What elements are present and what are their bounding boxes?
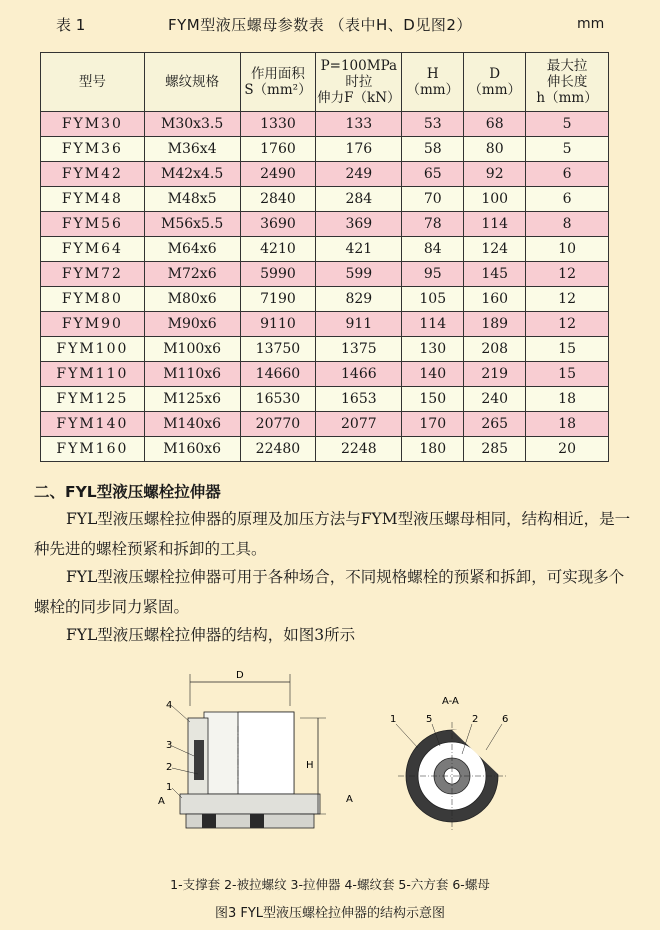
dim-h-label: H: [306, 760, 314, 771]
table-header-row: [41, 53, 609, 112]
structure-diagram: [150, 666, 530, 866]
header-h: H （mm）: [402, 53, 464, 112]
table-cell: M80x6: [144, 287, 240, 312]
paragraph-2: FYL型液压螺栓拉伸器可用于各种场合，不同规格螺栓的预紧和拆卸，可实现多个螺栓的同步同力紧固。: [34, 568, 625, 616]
table-cell: FYM110: [41, 362, 145, 387]
table-cell: 124: [464, 237, 526, 262]
callout-6: 6: [502, 714, 509, 725]
table-cell: 68: [464, 112, 526, 137]
table-cell: 285: [464, 437, 526, 462]
table-number: 表 1: [56, 16, 86, 34]
table-cell: M42x4.5: [144, 162, 240, 187]
table-cell: 15: [526, 362, 609, 387]
table-row: [41, 212, 609, 237]
table-row: [41, 362, 609, 387]
table-cell: M30x3.5: [144, 112, 240, 137]
header-d: D （mm）: [464, 53, 526, 112]
table-cell: 18: [526, 412, 609, 437]
table-cell: 7190: [240, 287, 316, 312]
table-cell: M90x6: [144, 312, 240, 337]
table-cell: 829: [316, 287, 402, 312]
header-thread: 螺纹规格: [144, 53, 240, 112]
section-mark-left: A: [158, 796, 165, 807]
table-cell: 114: [464, 212, 526, 237]
table-cell: 18: [526, 387, 609, 412]
table-cell: FYM90: [41, 312, 145, 337]
table-cell: 170: [402, 412, 464, 437]
table-cell: 6: [526, 187, 609, 212]
callout-2-section: 2: [472, 714, 479, 725]
table-cell: 4210: [240, 237, 316, 262]
table-cell: 189: [464, 312, 526, 337]
table-row: [41, 387, 609, 412]
table-cell: 53: [402, 112, 464, 137]
table-cell: 284: [316, 187, 402, 212]
table-cell: 12: [526, 287, 609, 312]
table-cell: 20770: [240, 412, 316, 437]
paragraph-1: FYL型液压螺栓拉伸器的原理及加压方法与FYM型液压螺母相同，结构相近，是一种先进的螺栓预紧和拆卸的工具。: [34, 510, 631, 558]
header-stroke: 最大拉 伸长度 h（mm）: [526, 53, 609, 112]
table-cell: 114: [402, 312, 464, 337]
table-cell: 369: [316, 212, 402, 237]
table-row: [41, 237, 609, 262]
table-title: FYM型液压螺母参数表 （表中H、D见图2）: [168, 16, 472, 34]
table-cell: 3690: [240, 212, 316, 237]
table-row: [41, 262, 609, 287]
table-cell: 5: [526, 112, 609, 137]
table-cell: 9110: [240, 312, 316, 337]
table-cell: 1760: [240, 137, 316, 162]
table-cell: 140: [402, 362, 464, 387]
table-cell: 208: [464, 337, 526, 362]
table-cell: FYM80: [41, 287, 145, 312]
section-heading: 二、FYL型液压螺栓拉伸器: [34, 483, 221, 501]
table-cell: 70: [402, 187, 464, 212]
table-cell: 6: [526, 162, 609, 187]
paragraph-3: FYL型液压螺栓拉伸器的结构，如图3所示: [66, 626, 356, 644]
figure-legend: 1-支撑套 2-被拉螺纹 3-拉伸器 4-螺纹套 5-六方套 6-螺母: [170, 877, 490, 892]
dim-d-label: D: [236, 670, 244, 681]
table-row: [41, 312, 609, 337]
table-cell: 10: [526, 237, 609, 262]
table-cell: 12: [526, 262, 609, 287]
table-caption: [0, 10, 660, 36]
table-cell: 95: [402, 262, 464, 287]
table-cell: 150: [402, 387, 464, 412]
table-cell: M125x6: [144, 387, 240, 412]
table-cell: 2077: [316, 412, 402, 437]
table-cell: 100: [464, 187, 526, 212]
callout-3: 3: [166, 740, 173, 751]
table-cell: 421: [316, 237, 402, 262]
table-cell: 80: [464, 137, 526, 162]
table-cell: 12: [526, 312, 609, 337]
table-cell: 105: [402, 287, 464, 312]
callout-4: 4: [166, 700, 173, 711]
table-cell: M48x5: [144, 187, 240, 212]
table-cell: 92: [464, 162, 526, 187]
table-cell: 2248: [316, 437, 402, 462]
table-cell: 1330: [240, 112, 316, 137]
table-row: [41, 162, 609, 187]
table-cell: FYM36: [41, 137, 145, 162]
table-cell: 8: [526, 212, 609, 237]
table-cell: 15: [526, 337, 609, 362]
table-cell: 22480: [240, 437, 316, 462]
table-cell: M72x6: [144, 262, 240, 287]
table-cell: M36x4: [144, 137, 240, 162]
callout-1: 1: [166, 782, 173, 793]
table-cell: M160x6: [144, 437, 240, 462]
table-cell: 1375: [316, 337, 402, 362]
table-cell: 240: [464, 387, 526, 412]
table-cell: 58: [402, 137, 464, 162]
header-force: P=100MPa 时拉 伸力F（kN）: [316, 53, 402, 112]
table-row: [41, 287, 609, 312]
table-cell: FYM64: [41, 237, 145, 262]
table-cell: FYM30: [41, 112, 145, 137]
table-cell: 16530: [240, 387, 316, 412]
table-cell: FYM56: [41, 212, 145, 237]
table-cell: 160: [464, 287, 526, 312]
table-cell: M56x5.5: [144, 212, 240, 237]
table-cell: 14660: [240, 362, 316, 387]
table-row: [41, 112, 609, 137]
table-cell: 13750: [240, 337, 316, 362]
table-cell: 911: [316, 312, 402, 337]
table-cell: 65: [402, 162, 464, 187]
table-cell: M140x6: [144, 412, 240, 437]
table-row: [41, 137, 609, 162]
figure-caption: 图3 FYL型液压螺栓拉伸器的结构示意图: [214, 906, 446, 921]
table-cell: FYM42: [41, 162, 145, 187]
table-row: [41, 412, 609, 437]
table-cell: 20: [526, 437, 609, 462]
table-cell: M110x6: [144, 362, 240, 387]
table-cell: FYM72: [41, 262, 145, 287]
table-cell: FYM48: [41, 187, 145, 212]
table-cell: 2840: [240, 187, 316, 212]
table-cell: 1653: [316, 387, 402, 412]
table-cell: FYM140: [41, 412, 145, 437]
callout-2: 2: [166, 762, 173, 773]
table-cell: 5: [526, 137, 609, 162]
table-row: [41, 437, 609, 462]
table-cell: 78: [402, 212, 464, 237]
table-cell: FYM160: [41, 437, 145, 462]
header-model: 型号: [41, 53, 145, 112]
callout-5: 5: [426, 714, 433, 725]
table-cell: M64x6: [144, 237, 240, 262]
table-cell: FYM125: [41, 387, 145, 412]
table-cell: FYM100: [41, 337, 145, 362]
table-row: [41, 337, 609, 362]
table-unit: mm: [577, 16, 605, 32]
table-cell: 2490: [240, 162, 316, 187]
table-cell: 249: [316, 162, 402, 187]
table-cell: 219: [464, 362, 526, 387]
table-cell: 133: [316, 112, 402, 137]
table-cell: 265: [464, 412, 526, 437]
section-title: A-A: [442, 696, 459, 707]
table-cell: 1466: [316, 362, 402, 387]
table-cell: 599: [316, 262, 402, 287]
table-cell: 5990: [240, 262, 316, 287]
header-area: 作用面积 S（mm²）: [240, 53, 316, 112]
table-cell: 84: [402, 237, 464, 262]
table-cell: M100x6: [144, 337, 240, 362]
table-cell: 176: [316, 137, 402, 162]
parameter-table: [40, 52, 609, 462]
section-mark-right: A: [346, 794, 353, 805]
table-cell: 145: [464, 262, 526, 287]
table-row: [41, 187, 609, 212]
table-cell: 180: [402, 437, 464, 462]
table-cell: 130: [402, 337, 464, 362]
callout-1-section: 1: [390, 714, 397, 725]
